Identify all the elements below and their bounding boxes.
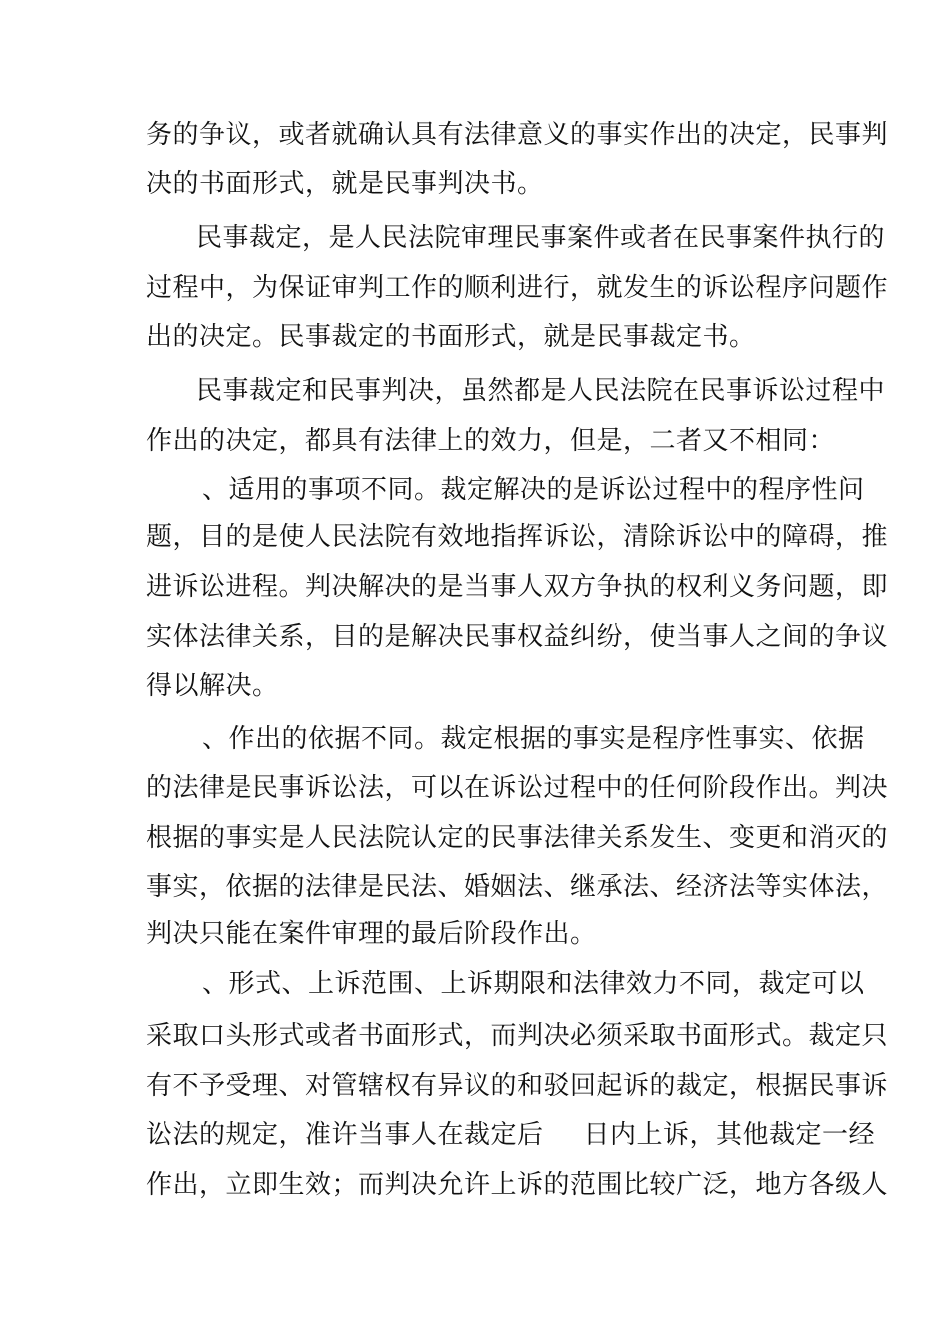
text-line: 决的书面形式，就是民事判决书。 xyxy=(146,169,544,199)
text-line: 根据的事实是人民法院认定的民事法律关系发生、变更和消灭的 xyxy=(146,823,889,853)
text-line: 过程中，为保证审判工作的顺利进行，就发生的诉讼程序问题作 xyxy=(146,273,889,303)
text-line: 出的决定。民事裁定的书面形式，就是民事裁定书。 xyxy=(146,322,756,352)
text-line: 判决只能在案件审理的最后阶段作出。 xyxy=(146,919,597,949)
text-line: 务的争议，或者就确认具有法律意义的事实作出的决定，民事判 xyxy=(146,120,889,150)
text-line: 采取口头形式或者书面形式，而判决必须采取书面形式。裁定只 xyxy=(146,1021,889,1051)
text-line: 民事裁定，是人民法院审理民事案件或者在民事案件执行的 xyxy=(196,223,886,253)
text-line: 作出的决定，都具有法律上的效力，但是，二者又不相同： xyxy=(146,426,836,456)
text-line: 民事裁定和民事判决，虽然都是人民法院在民事诉讼过程中 xyxy=(196,376,886,406)
text-segment: 日内上诉，其他裁定一经 xyxy=(583,1120,876,1150)
text-line: 实体法律关系，目的是解决民事权益纠纷，使当事人之间的争议 xyxy=(146,622,889,652)
text-line: 、适用的事项不同。裁定解决的是诉讼过程中的程序性问 xyxy=(202,475,865,505)
text-line-split xyxy=(146,1117,876,1153)
text-line: 、作出的依据不同。裁定根据的事实是程序性事实、依据 xyxy=(202,724,865,754)
text-line: 有不予受理、对管辖权有异议的和驳回起诉的裁定，根据民事诉 xyxy=(146,1071,889,1101)
text-line: 事实，依据的法律是民法、婚姻法、继承法、经济法等实体法， xyxy=(146,872,889,902)
text-line: 作出，立即生效；而判决允许上诉的范围比较广泛，地方各级人 xyxy=(146,1170,889,1200)
text-line: 题，目的是使人民法院有效地指挥诉讼，清除诉讼中的障碍，推 xyxy=(146,522,889,552)
text-line: 得以解决。 xyxy=(146,671,279,701)
text-line: 的法律是民事诉讼法，可以在诉讼过程中的任何阶段作出。判决 xyxy=(146,773,889,803)
text-segment: 讼法的规定，准许当事人在裁定后 xyxy=(146,1120,544,1150)
text-line: 、形式、上诉范围、上诉期限和法律效力不同，裁定可以 xyxy=(202,969,865,999)
text-line: 进诉讼进程。判决解决的是当事人双方争执的权利义务问题，即 xyxy=(146,572,889,602)
